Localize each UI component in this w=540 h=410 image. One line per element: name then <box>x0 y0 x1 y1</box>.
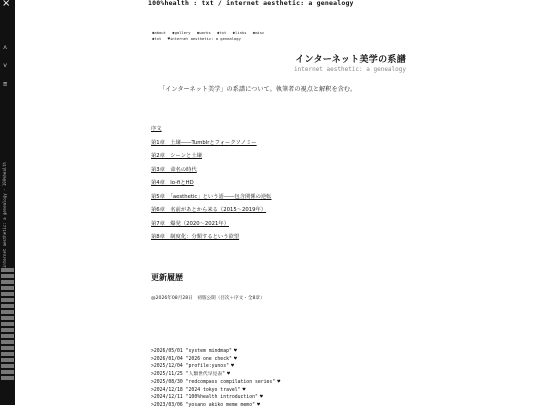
diamond-icon: ◆ <box>152 30 155 35</box>
toc-link[interactable]: 第4章 lo-fiとHD <box>151 180 194 186</box>
toc-link[interactable]: 第7章 爆発（2020〜2021年） <box>151 220 230 227</box>
list-item[interactable]: >2025/11/25 "人類世代早見表" ♥ <box>151 371 231 378</box>
page-subtitle: internet aesthetic: a genealogy <box>294 66 406 73</box>
sidebar-block <box>1 358 14 362</box>
toc-link[interactable]: 第2章 シーンと土壌 <box>151 153 202 159</box>
heart-icon: ♥ <box>167 36 170 41</box>
breadcrumb-current: ♥internet aesthetic: a genealogy <box>167 36 241 41</box>
sidebar-block <box>1 286 14 290</box>
site-nav <box>152 30 322 42</box>
toc-link[interactable]: 第1章 土壌――Tumblrとフォークソノミー <box>151 139 257 146</box>
heart-icon: ♥ <box>227 371 231 378</box>
table-of-contents <box>151 123 351 245</box>
page-title: インターネット美学の系譜 <box>295 55 406 65</box>
sidebar-block <box>1 352 14 356</box>
nav-item-gallery[interactable]: ◆gallery <box>172 30 191 35</box>
sidebar-vertical-label: internet aesthetic: a genealogy - 100%health <box>2 162 7 268</box>
sidebar-block <box>1 376 14 380</box>
nav-item-works[interactable]: ◆works <box>196 30 211 35</box>
sidebar-block <box>1 292 14 296</box>
diamond-icon: ◆ <box>196 30 200 35</box>
nav-item-links[interactable]: ◆links <box>232 30 247 35</box>
list-item[interactable]: >2026/01/04 "2026 one check" ♥ <box>151 355 237 362</box>
sidebar-blocks <box>1 268 14 382</box>
sidebar-block <box>1 340 14 344</box>
heart-icon: ♥ <box>242 386 246 393</box>
list-item[interactable]: >2024/12/11 "100%health introduction" ♥ <box>151 394 263 401</box>
history-list <box>151 348 351 410</box>
heart-icon: ♥ <box>233 348 237 354</box>
menu-icon[interactable]: ≡ <box>3 80 8 88</box>
breadcrumb-txt[interactable]: ◆txt <box>152 36 162 41</box>
diamond-icon: ◆ <box>217 30 220 35</box>
heart-icon: ♥ <box>233 355 237 362</box>
sidebar-block <box>1 346 14 350</box>
heart-icon: ♥ <box>256 401 260 408</box>
toc-link[interactable]: 序文 <box>151 126 162 132</box>
scroll-down-icon[interactable]: ˅ <box>3 62 8 70</box>
nav-item-about[interactable]: ◆about <box>152 30 166 35</box>
sidebar-block <box>1 328 14 332</box>
update-entry: @2026年08月28日 初版公開（目次＋序文・全8章） <box>151 296 265 301</box>
sidebar-block <box>1 298 14 302</box>
sidebar-block <box>1 310 14 314</box>
heart-icon: ♥ <box>230 363 234 370</box>
heart-icon: ♥ <box>277 378 281 385</box>
list-item[interactable]: >2023/03/06 "yosano akiko meme memo" ♥ <box>151 401 260 408</box>
sidebar-block <box>1 322 14 326</box>
sidebar-block <box>1 316 14 320</box>
sidebar-block <box>1 268 14 272</box>
list-item[interactable]: >2026/05/01 "system mindmap" ♥ <box>151 348 237 354</box>
sidebar-block <box>1 274 14 278</box>
nav-item-txt[interactable]: ◆txt <box>217 30 227 35</box>
toc-link[interactable]: 第6章 名前があとから来る（2015〜2019年） <box>151 207 267 213</box>
scroll-up-icon[interactable]: ˄ <box>3 44 8 52</box>
nav-item-misc[interactable]: ◆misc <box>252 30 265 35</box>
sidebar-block <box>1 370 14 374</box>
toc-link[interactable]: 第8章 制度化：分類するという欲望 <box>151 234 240 240</box>
site-title[interactable]: 100%health : txt / internet aesthetic: a genealogy <box>148 0 354 7</box>
page-intro: 「インターネット美学」の系譜について。執筆者の視点と解釈を含む。 <box>159 86 357 93</box>
sidebar-block <box>1 364 14 368</box>
diamond-icon: ◆ <box>172 30 175 35</box>
updates-heading: 更新履歴 <box>151 273 183 282</box>
diamond-icon: ◆ <box>232 30 236 35</box>
sidebar-block <box>1 280 14 284</box>
nav-row-breadcrumb <box>152 36 322 42</box>
toc-link[interactable]: 第5章 「aesthetic」という語――包含関係の逆転 <box>151 193 272 200</box>
left-sidebar <box>0 0 15 405</box>
list-item[interactable]: >2025/12/04 "profile:yunos" ♥ <box>151 363 234 370</box>
heart-icon: ♥ <box>259 394 263 401</box>
sidebar-block <box>1 304 14 308</box>
close-icon[interactable]: × <box>2 0 11 9</box>
sidebar-block <box>1 334 14 338</box>
diamond-icon: ◆ <box>252 30 256 35</box>
list-item[interactable]: >2024/12/18 "2024 tokyo travel" ♥ <box>151 386 246 393</box>
toc-link[interactable]: 第3章 命名の時代 <box>151 166 197 173</box>
list-item[interactable]: >2025/08/30 "redcompass compilation series" ♥ <box>151 378 281 385</box>
diamond-icon: ◆ <box>152 36 155 41</box>
